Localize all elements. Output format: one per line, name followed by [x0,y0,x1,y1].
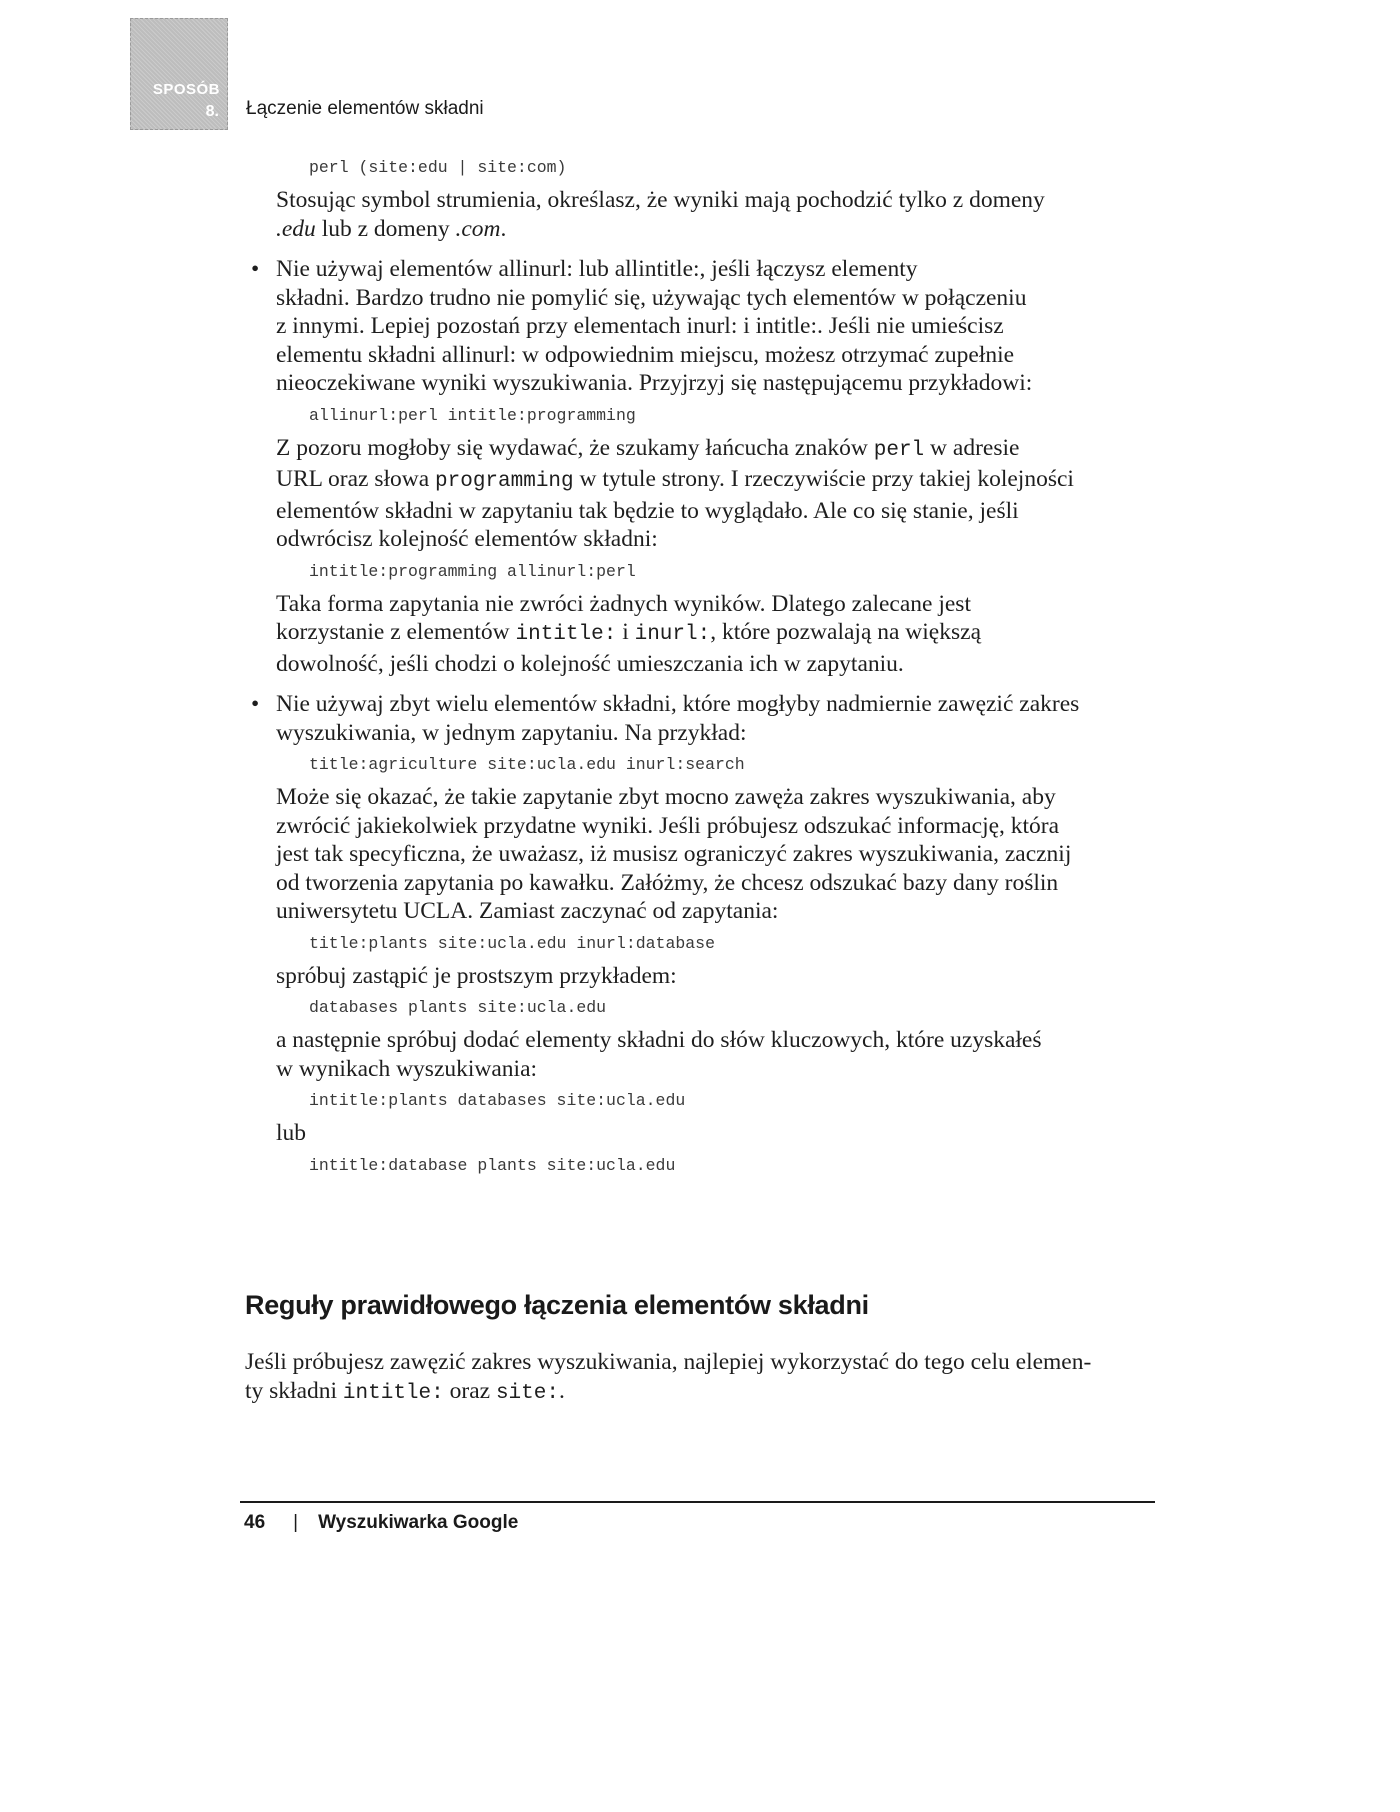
bullet-item [251,690,1150,747]
text-run: . [558,1378,565,1404]
text-run: korzystanie z elementów [276,619,516,645]
page-number: 46 [244,1512,266,1533]
sposob-number: 8. [205,103,219,120]
paragraph [276,434,1150,554]
bullet-item [251,255,1150,398]
footer-divider [240,1501,1155,1503]
bullet-dot: • [251,691,260,717]
bullet-dot: • [251,256,260,282]
text-line: odwrócisz kolejność elementów składni: [276,526,658,552]
inline-code: allinurl: [441,341,517,368]
text-run: lub z domeny [315,215,456,242]
text-line: Stosując symbol strumienia, określasz, że wyniki mają pochodzić tylko z domeny [276,187,1045,213]
text-run: Nie używaj elementów [276,256,499,282]
text-run: . [500,215,507,242]
code-example: intitle:database plants site:ucla.edu [309,1155,676,1175]
code-example: title:plants site:ucla.edu inurl:database [309,933,715,953]
book-title: Wyszukiwarka Google [318,1512,519,1533]
page-footer [244,1512,518,1534]
text-line [276,255,1150,284]
code-example: intitle:plants databases site:ucla.edu [309,1091,686,1110]
text-run: elementu składni [276,341,442,368]
inline-code: allinurl: [498,256,573,282]
code-example: databases plants site:ucla.edu [309,998,607,1017]
inline-code: intitle: [515,623,617,646]
text-line: dowolność, jeśli chodzi o kolejność umieszczania ich w zapytaniu. [276,650,904,677]
paragraph [276,186,1150,243]
text-line: spróbuj zastąpić je prostszym przykładem: [276,962,677,989]
text-run: oraz [443,1378,496,1404]
paragraph [276,1119,1150,1148]
text-line: w wynikach wyszukiwania: [276,1055,538,1082]
text-line [276,312,1150,341]
text-line: Może się okazać, że takie zapytanie zbyt mocno zawęża zakres wyszukiwania, aby [276,784,1056,810]
section-heading: Reguły prawidłowego łączenia elementów składni [245,1290,869,1320]
inline-code: perl [873,438,925,462]
inline-code: intitle: [342,1382,444,1405]
text-line [276,215,1150,244]
text-line [276,465,1150,497]
paragraph [276,962,1150,991]
text-line: lub [276,1120,307,1146]
text-line: jest tak specyficzna, że uważasz, iż musisz ograniczyć zakres wyszukiwania, zacznij [276,841,1072,867]
text-line: Jeśli próbujesz zawęzić zakres wyszukiwania, najlepiej wykorzystać do tego celu elemen- [245,1349,1092,1375]
inline-code: inurl: [634,623,711,646]
text-line [276,341,1150,370]
text-run: i [616,619,635,645]
inline-code: inurl: [686,313,738,339]
inline-code: site: [495,1382,559,1405]
text-line: Taka forma zapytania nie zwróci żadnych wyników. Dlatego zalecane jest [276,590,971,617]
text-run: URL oraz słowa [276,466,436,492]
inline-code: allintitle: [614,256,700,282]
paragraph [276,783,1150,926]
code-example: allinurl:perl intitle:programming [309,405,636,425]
text-run: i [737,313,756,339]
text-line: składni. Bardzo trudno nie pomylić się, używając tych elementów w połączeniu [276,284,1027,311]
text-line: od tworzenia zapytania po kawałku. Załóżmy, że chcesz odszukać bazy dany roślin [276,869,1059,896]
text-run: , jeśli łączysz elementy [699,256,918,282]
text-line: zwrócić jakiekolwiek przydatne wyniki. Jeśli próbujesz odszukać informację, która [276,812,1060,839]
code-example: perl (site:edu | site:com) [309,158,567,177]
footer-separator: | [293,1512,299,1533]
text-run: w adresie [924,434,1020,461]
code-example: intitle:programming allinurl:perl [309,561,636,581]
running-header-title: Łączenie elementów składni [246,98,484,119]
text-line: nieoczekiwane wyniki wyszukiwania. Przyjrzyj się następującemu przykładowi: [276,370,1033,396]
text-run: w tytule strony. I rzeczywiście przy takiej kolejności [573,466,1074,492]
text-run: w odpowiednim miejscu, możesz otrzymać zupełnie [516,341,1015,368]
sposob-badge [130,18,228,130]
sposob-label: SPOSÓB [152,81,220,98]
section-paragraph [245,1348,1155,1408]
text-line [276,618,1150,650]
text-line: a następnie spróbuj dodać elementy składni do słów kluczowych, które uzyskałeś [276,1027,1042,1053]
text-run: Z pozoru mogłoby się wydawać, że szukamy łańcucha znaków [276,434,874,461]
paragraph [276,1026,1150,1083]
code-example: title:agriculture site:ucla.edu inurl:search [309,755,745,774]
domain-com: .com [455,215,501,242]
text-run: . Jeśli nie umieścisz [817,313,1004,339]
text-line: uniwersytetu UCLA. Zamiast zaczynać od zapytania: [276,898,779,924]
text-line: Nie używaj zbyt wielu elementów składni, które mogłyby nadmiernie zawęzić zakres [276,691,1080,717]
text-run: z innymi. Lepiej pozostań przy elementach [276,313,687,339]
text-run: lub [572,256,615,282]
text-line: wyszukiwania, w jednym zapytaniu. Na przykład: [276,719,747,746]
main-content [245,150,1150,1184]
text-run: , które pozwalają na większą [710,619,981,645]
text-line [276,434,1150,466]
text-run: ty składni [245,1378,343,1404]
text-line [245,1377,1155,1408]
paragraph [276,590,1150,679]
domain-edu: .edu [276,215,316,242]
inline-code: intitle: [755,313,818,339]
text-line: elementów składni w zapytaniu tak będzie to wyglądało. Ale co się stanie, jeśli [276,497,1019,524]
inline-code: programming [435,470,574,493]
